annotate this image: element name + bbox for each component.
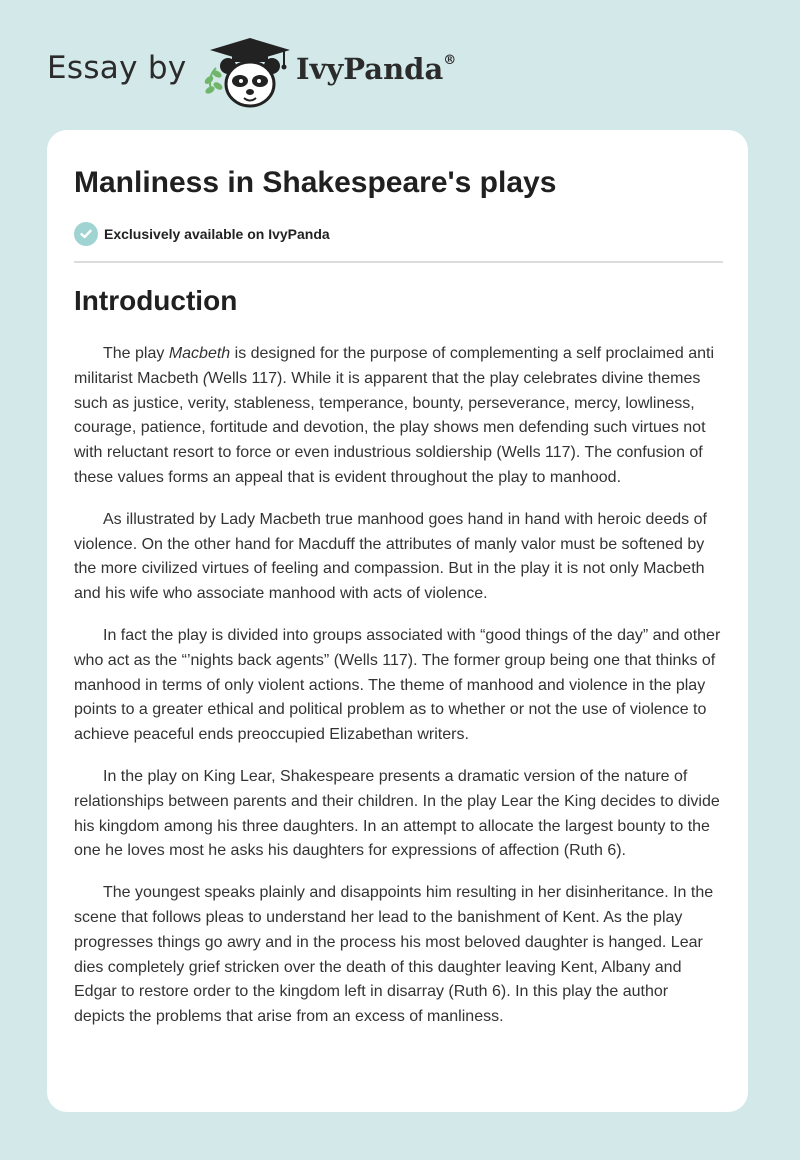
- essay-body: [74, 342, 723, 1047]
- panda-graduate-logo-icon[interactable]: [198, 36, 294, 110]
- paragraph-4: In the play on King Lear, Shakespeare presents a dramatic version of the nature of relationships between parents and their children. In the play Lear the King decides to divide his kingdom among his three daughters. In an attempt to allocate the largest bounty to the one he loves most he asks his daughters for expressions of affection (Ruth 6).: [74, 767, 720, 860]
- site-header: [0, 0, 800, 130]
- paragraph-2: As illustrated by Lady Macbeth true manhood goes hand in hand with heroic deeds of violence. On the other hand for Macduff the attributes of manly valor must be softened by the more civilized virtues of feeling and compassion. But in the play it is not only Macbeth and his wife who associate manhood with acts of violence.: [74, 510, 707, 603]
- paragraph-1-middle: is designed for the purpose of complementing a self proclaimed anti militarist Macbeth: [74, 345, 715, 387]
- check-circle-icon: [74, 222, 98, 246]
- page-title: Manliness in Shakespeare's plays: [74, 166, 557, 199]
- paragraph-1-start: The play: [103, 345, 169, 362]
- essay-by-label: Essay by: [47, 50, 187, 86]
- exclusive-badge-text: Exclusively available on IvyPanda: [104, 226, 330, 242]
- exclusive-badge: [74, 222, 330, 246]
- paragraph-5: The youngest speaks plainly and disappoints him resulting in her disinheritance. In the scene that follows pleas to understand her lead to the banishment of Kent. As the play progresses things go awry and in the process his most beloved daughter is hanged. Lear dies completely grief stricken over the death of this daughter leaving Kent, Albany and Edgar to restore order to the kingdom left in disarray (Ruth 6). In this play the author depicts the problems that arise from an excess of manliness.: [74, 884, 714, 1026]
- title-divider: [74, 261, 723, 263]
- paragraph-1-end: Wells 117). While it is apparent that the play celebrates divine themes such as justice, verity, stableness, temperance, bounty, perseverance, mercy, lowliness, courage, patience, fortitude and devotion, the play shows men defending such virtues not with reluctant resort to force or even industrious soldiership (Wells 117). The confusion of these values forms an appeal that is evident throughout the play to manhood.: [74, 369, 706, 486]
- brand-text: IvyPanda: [296, 52, 444, 86]
- brand-name[interactable]: [296, 52, 456, 86]
- registered-mark: ®: [443, 53, 457, 69]
- paragraph-3: In fact the play is divided into groups associated with “good things of the day” and other who act as the “’nights back agents” (Wells 117). The former group being one that thinks of manhood in terms of only violent actions. The theme of manhood and violence in the play points to a greater ethical and political problem as to whether or not the use of violence to achieve peaceful ends preoccupied Elizabethan writers.: [74, 626, 721, 744]
- paragraph-1-paren: (: [202, 369, 209, 387]
- paragraph-1: [74, 342, 723, 491]
- section-heading-introduction: Introduction: [74, 285, 238, 316]
- essay-card: [47, 130, 748, 1112]
- play-title-macbeth: Macbeth: [168, 345, 231, 362]
